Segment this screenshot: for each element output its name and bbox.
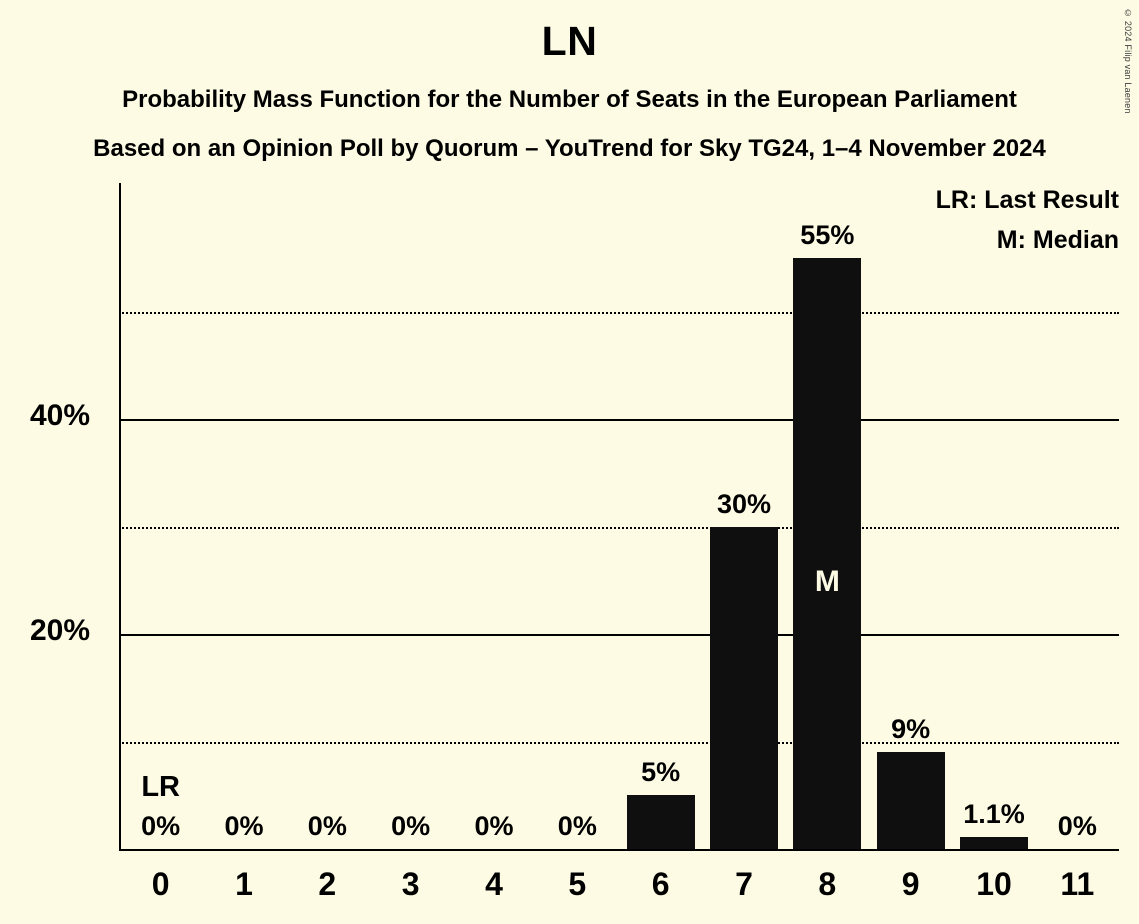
- chart-subtitle-primary: Probability Mass Function for the Number of Seats in the European Parliament: [122, 86, 1017, 113]
- x-axis-tick-label: 7: [735, 866, 753, 902]
- x-axis-tick-label: 3: [401, 866, 420, 902]
- gridline-minor: [119, 312, 1119, 314]
- x-axis-tick-label: 11: [1060, 866, 1095, 902]
- bar-value-label: 5%: [641, 757, 681, 788]
- bar-value-label: 0%: [391, 811, 431, 841]
- bar-value-label: 0%: [224, 811, 264, 841]
- gridline-minor: [119, 527, 1119, 529]
- legend-median: M: Median: [996, 226, 1119, 254]
- y-axis-tick-label: 20%: [29, 614, 90, 648]
- chart-subtitle-secondary: Based on an Opinion Poll by Quorum – YouTrend for Sky TG24, 1–4 November 2024: [93, 135, 1046, 162]
- median-marker: M: [814, 565, 840, 599]
- bar-value-label: 1.1%: [963, 799, 1025, 830]
- x-axis-tick-label: 9: [901, 866, 920, 902]
- x-axis-tick-label: 8: [818, 866, 837, 902]
- bar-value-label: 55%: [800, 220, 855, 251]
- bar-value-label: 9%: [891, 714, 931, 745]
- bar: [793, 258, 861, 849]
- x-axis-tick-label: 6: [651, 866, 670, 902]
- gridline-minor: [119, 742, 1119, 744]
- bar: [710, 527, 778, 849]
- x-axis-tick-label: 2: [318, 866, 337, 902]
- bar: [960, 837, 1028, 849]
- plot-area: [29, 183, 1119, 849]
- bar-value-label: 0%: [141, 811, 181, 841]
- bar-value-label: 0%: [557, 811, 597, 841]
- bar-value-label: 0%: [1057, 811, 1097, 841]
- gridline-major: [119, 634, 1119, 636]
- copyright-notice: © 2024 Filip van Laenen: [1123, 8, 1133, 114]
- x-axis-tick-label: 1: [235, 866, 253, 902]
- last-result-marker: LR: [141, 771, 180, 803]
- bar-value-label: 0%: [474, 811, 514, 841]
- x-axis-tick-label: 4: [485, 866, 503, 902]
- x-axis-tick-label: 0: [151, 866, 170, 902]
- legend-last-result: LR: Last Result: [935, 186, 1119, 214]
- page-title: LN: [541, 18, 598, 64]
- bar-value-label: 30%: [716, 488, 772, 519]
- gridline-major: [119, 419, 1119, 421]
- x-axis-line: [119, 849, 1119, 851]
- x-axis-tick-label: 5: [568, 866, 587, 902]
- bar: [877, 752, 945, 849]
- x-axis-tick-label: 10: [976, 866, 1012, 902]
- bar-value-label: 0%: [307, 811, 347, 841]
- bar: [627, 795, 695, 849]
- y-axis-tick-label: 40%: [29, 399, 90, 433]
